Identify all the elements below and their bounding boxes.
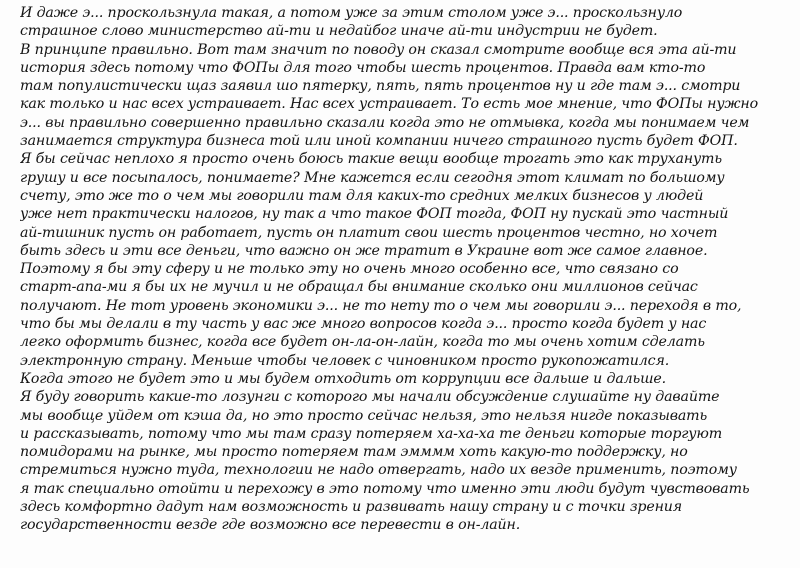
text-line: занимается структура бизнеса той или иной компании ничего страшного пусть будет ФОП. [20, 133, 738, 150]
text-line: И даже э... проскользнула такая, а потом уже за этим столом уже э... проскользнуло [20, 5, 683, 21]
text-line: стремиться нужно туда, технологии не надо отвергать, надо их везде применить, поэтому [20, 462, 737, 479]
text-line: э... вы правильно совершенно правильно сказали когда это не отмывка, когда мы понимаем чем [20, 114, 750, 131]
text-line: я так специально отойти и перехожу в это потому что именно эти люди будут чувствовать [20, 480, 750, 497]
text-line: грушу и все посыпалось, понимаете? Мне кажется если сегодня этот климат по большому [20, 169, 725, 186]
text-line: государственности везде где возможно все перевести в он-лайн. [20, 517, 521, 534]
text-line: страшное слово министерство ай-ти и недайбог иначе ай-ти индустрии не будет. [20, 23, 658, 40]
text-line: Когда этого не будет это и мы будем отходить от коррупции все дальше и дальше. [20, 370, 667, 387]
text-line: здесь комфортно дадут нам возможность и развивать нашу страну и с точки зрения [20, 499, 683, 516]
text-line: мы вообще уйдем от кэша да, но это просто сейчас нельзя, это нельзя нигде показывать [20, 407, 708, 424]
text-line: там популистически щаз заявил шо пятерку, пять, пять процентов ну и где там э... смотри [20, 78, 741, 95]
text-line: счету, это же то о чем мы говорили там для каких-то средних мелких бизнесов у людей [20, 187, 704, 204]
text-line: Я бы сейчас неплохо я просто очень боюсь такие вещи вообще трогать это как трухануть [20, 151, 722, 168]
text-line: старт-апа-ми я бы их не мучил и не обращал бы внимание сколько они миллионов сейчас [20, 279, 698, 296]
text-line: В принципе правильно. Вот там значит по поводу он сказал смотрите вообще вся эта ай-ти [20, 41, 737, 58]
text-line: история здесь потому что ФОПы для того чтобы шесть процентов. Правда вам кто-то [20, 59, 706, 76]
text-line: что бы мы делали в ту часть у вас же много вопросов когда э... просто когда будет у нас [20, 316, 707, 333]
transcript-text [20, 4, 792, 535]
text-line: Я буду говорить какие-то лозунги с которого мы начали обсуждение слушайте ну давайте [20, 389, 720, 406]
text-line: получают. Не тот уровень экономики э... не то нету то о чем мы говорили э... переходя в то, [20, 297, 742, 314]
text-line: Поэтому я бы эту сферу и не только эту но очень много особенно все, что связано со [20, 261, 679, 278]
text-line: помидорами на рынке, мы просто потеряем там эмммм хоть какую-то поддержку, но [20, 444, 688, 461]
text-line: как только и нас всех устраивает. Нас всех устраивает. То есть мое мнение, что ФОПы нужно [20, 96, 758, 113]
text-line: быть здесь и эти все деньги, что важно он же тратит в Украине вот же самое главное. [20, 242, 708, 259]
text-line: легко оформить бизнес, когда все будет он-ла-он-лайн, когда то мы очень хотим сделать [20, 334, 705, 351]
text-line: ай-тишник пусть он работает, пусть он платит свои шесть процентов честно, но хочет [20, 224, 718, 241]
text-line: и рассказывать, потому что мы там сразу потеряем ха-ха-ха те деньги которые торгуют [20, 425, 723, 442]
text-line: электронную страну. Меньше чтобы человек с чиновником просто рукопожатился. [20, 352, 670, 369]
text-line: уже нет практически налогов, ну так а что такое ФОП тогда, ФОП ну пускай это частный [20, 206, 729, 223]
